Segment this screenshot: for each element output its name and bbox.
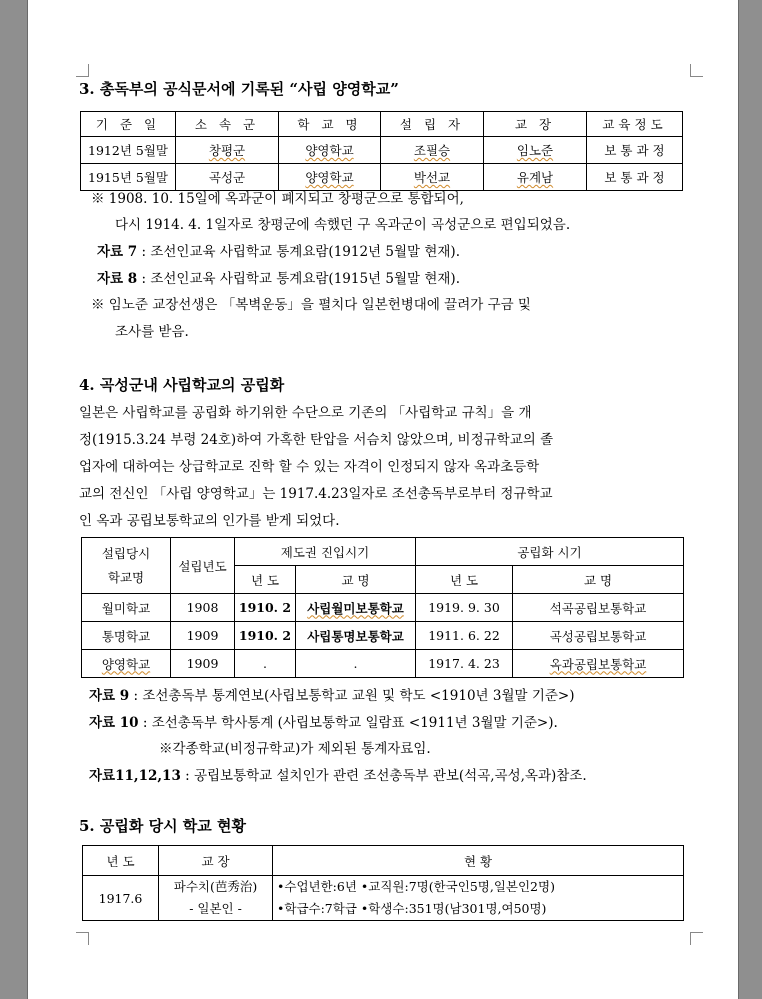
table-cell: 사립통명보통학교: [296, 622, 416, 650]
table-cell: [159, 876, 273, 921]
crop-mark: [690, 932, 703, 945]
note-line: ※ 임노준 교장선생은 「복벽운동」을 펼치다 일본헌병대에 끌려가 구금 및: [91, 297, 531, 313]
table-header: 학 교 명: [279, 112, 381, 137]
table-cell: 유계남: [484, 164, 587, 191]
table-cell: 1917.6: [83, 876, 159, 921]
note-line: ※ 1908. 10. 15일에 옥과군이 폐지되고 창평군으로 통합되어,: [91, 191, 464, 207]
reference-label: 자료 9: [89, 688, 130, 704]
table-cell: 1911. 6. 22: [416, 622, 513, 650]
table-cell: 통명학교: [82, 622, 171, 650]
section5-table: [82, 845, 684, 921]
paragraph-line: 일본은 사립학교를 공립화 하기위한 수단으로 기존의 「사립학교 규칙」을 개: [79, 405, 532, 421]
table-cell: 창평군: [176, 137, 279, 164]
crop-mark: [76, 64, 89, 77]
table-header: 현 황: [273, 846, 684, 876]
reference-label: 자료 7: [97, 244, 138, 260]
section4-heading: 4. 곡성군내 사립학교의 공립화: [79, 376, 285, 394]
table-header: 설 립 자: [381, 112, 484, 137]
table-header-row: [82, 538, 684, 566]
table-row: [82, 650, 684, 678]
reference-line: [89, 684, 574, 704]
table-cell: 박선교: [381, 164, 484, 191]
reference-line: [89, 764, 587, 784]
table-cell: 임노준: [484, 137, 587, 164]
note-line: 다시 1914. 4. 1일자로 창평군에 속했던 구 옥과군이 곡성군으로 편입되었음.: [115, 217, 571, 233]
table-row: [82, 622, 684, 650]
table-cell: 석곡공립보통학교: [513, 594, 684, 622]
reference-text: : 조선인교육 사립학교 통계요람(1915년 5월말 현재).: [137, 271, 460, 287]
table-cell: 조필승: [381, 137, 484, 164]
section5-heading: 5. 공립화 당시 학교 현황: [79, 817, 246, 835]
table-row: [83, 876, 684, 921]
table-cell: .: [296, 650, 416, 678]
section3-table: [80, 111, 683, 191]
table-cell: 보 통 과 정: [587, 137, 683, 164]
crop-mark: [76, 932, 89, 945]
table-row: [82, 594, 684, 622]
table-cell: 양영학교: [279, 164, 381, 191]
reference-label: 자료11,12,13: [89, 768, 181, 784]
header-line: 설립당시: [101, 545, 151, 561]
reference-line: [97, 240, 460, 260]
table-cell: 곡성공립보통학교: [513, 622, 684, 650]
status-line: •수업년한:6년 •교직원:7명(한국인5명,일본인2명): [277, 879, 555, 894]
table-cell: 1908: [171, 594, 235, 622]
table-header: 소 속 군: [176, 112, 279, 137]
reference-line: [97, 267, 460, 287]
table-cell: 1909: [171, 650, 235, 678]
table-subheader: 교 명: [513, 566, 684, 594]
table-subheader: 년 도: [235, 566, 296, 594]
table-header: 교 장: [484, 112, 587, 137]
table-header-row: [83, 846, 684, 876]
table-header: 교육정도: [587, 112, 683, 137]
table-cell: .: [235, 650, 296, 678]
table-cell: [273, 876, 684, 921]
table-cell: 1910. 2: [235, 594, 296, 622]
paragraph-line: 업자에 대하여는 상급학교로 진학 할 수 있는 자격이 인정되지 않자 옥과초등학: [79, 459, 540, 475]
table-cell: 1915년 5월말: [81, 164, 176, 191]
section3-heading: 3. 총독부의 공식문서에 기록된 “사립 양영학교”: [79, 80, 399, 98]
table-row: [81, 137, 683, 164]
reference-label: 자료 10: [89, 715, 139, 731]
paragraph-line: 정(1915.3.24 부령 24호)하여 가혹한 탄압을 서슴치 않았으며, 비정규학교의 졸: [79, 432, 554, 448]
table-cell: 양영학교: [279, 137, 381, 164]
paragraph-line: 인 옥과 공립보통학교의 인가를 받게 되었다.: [79, 513, 340, 529]
table-cell: 사립월미보통학교: [296, 594, 416, 622]
table-cell: 옥과공립보통학교: [513, 650, 684, 678]
reference-line: [89, 711, 558, 731]
table-cell: 양영학교: [82, 650, 171, 678]
note-line: 조사를 받음.: [115, 324, 189, 340]
table-cell: 1917. 4. 23: [416, 650, 513, 678]
table-cell: 1910. 2: [235, 622, 296, 650]
section4-table: [81, 537, 684, 678]
reference-text: : 공립보통학교 설치인가 관련 조선총독부 관보(석곡,곡성,옥과)참조.: [180, 768, 587, 784]
table-cell: 1919. 9. 30: [416, 594, 513, 622]
reference-text: : 조선총독부 통계연보(사립보통학교 교원 및 학도 <1910년 3월말 기준>): [129, 688, 575, 704]
table-header-row: [81, 112, 683, 137]
table-subheader: 교 명: [296, 566, 416, 594]
table-subheader: 년 도: [416, 566, 513, 594]
table-cell: 1909: [171, 622, 235, 650]
crop-mark: [690, 64, 703, 77]
table-cell: 1912년 5월말: [81, 137, 176, 164]
principal-nationality: - 일본인 -: [189, 901, 242, 916]
table-header: 공립화 시기: [416, 538, 684, 566]
reference-label: 자료 8: [97, 271, 138, 287]
table-cell: 월미학교: [82, 594, 171, 622]
table-header: 년 도: [83, 846, 159, 876]
paragraph-line: 교의 전신인 「사립 양영학교」는 1917.4.23일자로 조선총독부로부터 정규학교: [79, 486, 553, 502]
table-header: 교 장: [159, 846, 273, 876]
table-cell: 곡성군: [176, 164, 279, 191]
principal-name: 파수치(芭秀治): [173, 879, 258, 894]
table-header: [82, 538, 171, 594]
header-line: 학교명: [107, 569, 145, 585]
note-line: ※각종학교(비정규학교)가 제외된 통계자료임.: [159, 741, 431, 757]
table-header: 기 준 일: [81, 112, 176, 137]
table-header: 제도권 진입시기: [235, 538, 416, 566]
reference-text: : 조선인교육 사립학교 통계요람(1912년 5월말 현재).: [137, 244, 460, 260]
table-cell: 보 통 과 정: [587, 164, 683, 191]
status-line: •학급수:7학급 •학생수:351명(남301명,여50명): [277, 901, 547, 916]
table-header: 설립년도: [171, 538, 235, 594]
document-page: [27, 0, 739, 999]
reference-text: : 조선총독부 학사통계 (사립보통학교 일람표 <1911년 3월말 기준>).: [138, 715, 558, 731]
